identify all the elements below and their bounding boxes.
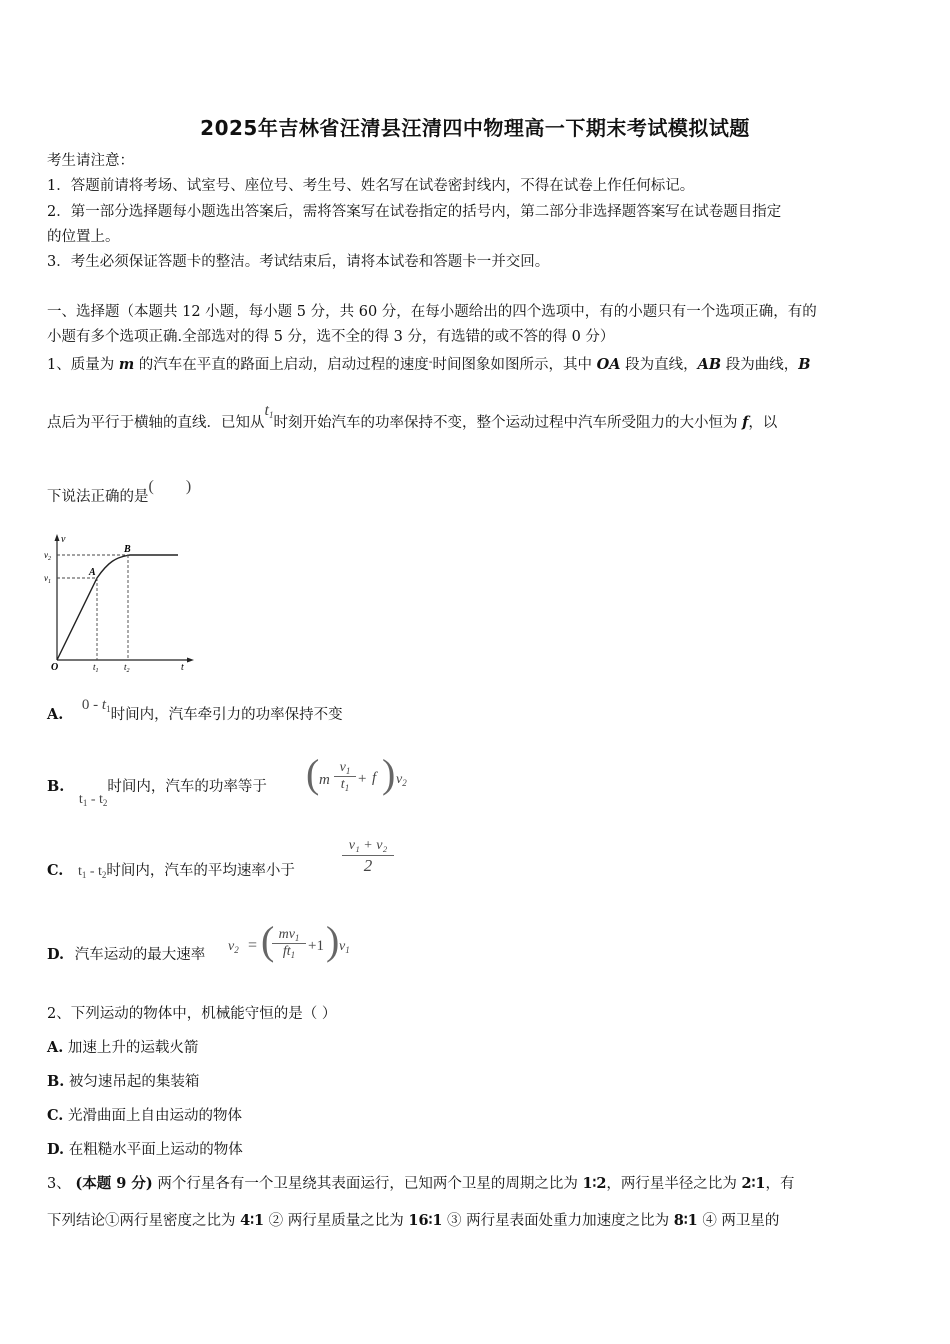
q3-text-2b: ② 两行星质量之比为 xyxy=(264,1213,409,1229)
q1-option-d-densub: 1 xyxy=(290,950,296,960)
q1-stem-line3 xyxy=(47,478,192,507)
q1-mass-symbol: m xyxy=(118,356,135,373)
q1-text-a: 1、质量为 xyxy=(47,357,119,373)
q1-option-d-den: ft xyxy=(282,944,291,959)
graph-label-O: O xyxy=(51,662,59,673)
q1-text-e: 段为曲线， xyxy=(721,357,799,373)
q1-option-d-lhs xyxy=(228,939,239,955)
q1-stem-line1 xyxy=(47,352,811,375)
q2-stem: 2、下列运动的物体中，机械能守恒的是（ ） xyxy=(47,1006,337,1022)
section1-line1: 一、选择题（本题共 12 小题，每小题 5 分，共 60 分，在每小题给出的四个选项中，有的小题只有一个选项正确，有的 xyxy=(47,304,817,320)
notice-item-3: 3．考生必须保证答题卡的整洁。考试结束后，请将本试卷和答题卡一并交回。 xyxy=(47,254,550,270)
q3-text-c: ，两行星半径之比为 xyxy=(606,1176,742,1192)
q3-ratio-period: 1∶2 xyxy=(582,1175,607,1192)
q1-B: B xyxy=(798,356,811,373)
v-axis-arrow xyxy=(55,534,60,541)
q2-option-b-text: 被匀速吊起的集装箱 xyxy=(68,1074,200,1090)
section1-line2: 小题有多个选项正确.全部选对的得 5 分，选不全的得 3 分，有选错的或不答的得 0 分） xyxy=(47,329,615,345)
q1-option-d-v: v xyxy=(339,939,346,954)
q1-t1: t xyxy=(264,402,269,419)
q1-option-b-vsub: 2 xyxy=(402,778,407,788)
q1-stem-line2 xyxy=(47,402,778,437)
graph-label-t: t xyxy=(181,662,184,673)
q1-option-d-frac-den xyxy=(272,944,306,960)
q2-option-d-label: D. xyxy=(47,1141,65,1158)
graph-label-B: B xyxy=(124,544,131,555)
q3-text-2c: ③ 两行星表面处重力加速度之比为 xyxy=(442,1213,674,1229)
q1-option-b-num: v xyxy=(339,760,346,775)
velocity-time-graph xyxy=(40,530,200,675)
q1-option-a-tsub: 1 xyxy=(106,704,111,714)
q1-f-symbol: f xyxy=(742,414,749,431)
q1-option-c-dash: - xyxy=(89,864,95,879)
q2-option-c-text: 光滑曲面上自由运动的物体 xyxy=(67,1108,242,1124)
q2-option-d xyxy=(47,1140,243,1160)
graph-label-A: A xyxy=(89,567,96,578)
q2-option-b-label: B. xyxy=(47,1073,65,1090)
graph-label-v2-sub: 2 xyxy=(48,556,51,562)
q1-t1-symbol xyxy=(265,402,274,419)
notice-item-1: 1．答题前请将考场、试室号、座位号、考生号、姓名写在试卷密封线内，不得在试卷上作任何标记。 xyxy=(47,178,695,194)
q1-option-b-frac xyxy=(334,760,356,793)
q1-option-c xyxy=(47,861,295,885)
q1-option-b-label: B. xyxy=(47,778,65,795)
q3-text-2a: 下列结论①两行星密度之比为 xyxy=(47,1213,241,1229)
q3-stem-line1 xyxy=(47,1174,794,1194)
graph-label-v1-sub: 1 xyxy=(48,579,51,585)
q1-option-b-v: v xyxy=(396,772,403,787)
q1-text-2b: 时刻开始汽车的功率保持不变，整个运动过程中汽车所受阻力的大小恒为 xyxy=(273,415,743,431)
q3-text-d: ，有 xyxy=(765,1176,795,1192)
notice-heading: 考生请注意： xyxy=(47,153,134,169)
q1-option-d-vsub: 1 xyxy=(345,945,350,955)
q1-option-a-zero: 0 - xyxy=(81,697,99,713)
q1-option-d-formula xyxy=(228,917,368,977)
q1-option-d-frac xyxy=(272,927,306,960)
q1-option-c-text: 时间内，汽车的平均速率小于 xyxy=(106,863,295,879)
q2-option-d-text: 在粗糙水平面上运动的物体 xyxy=(68,1142,243,1158)
q1-option-b-plus: + xyxy=(358,771,367,787)
graph-label-v2 xyxy=(44,550,51,562)
graph-label-v2-main: v xyxy=(44,550,48,560)
q1-option-c-label: C. xyxy=(47,862,64,879)
q1-option-d-text: 汽车运动的最大速率 xyxy=(74,947,206,963)
graph-label-t2-sub: 2 xyxy=(126,668,130,674)
q1-option-b-dash: - xyxy=(90,792,96,807)
q1-OA: OA xyxy=(596,356,621,373)
q2-option-c xyxy=(47,1106,242,1126)
q1-text-c: 时间图象如图所示，其中 xyxy=(432,357,597,373)
q1-option-b-tasub: 1 xyxy=(82,798,88,808)
q1-option-b-rparen: ) xyxy=(382,751,396,796)
q1-option-c-interval xyxy=(78,864,106,879)
q1-option-d xyxy=(47,945,205,965)
q1-option-d-eq: = xyxy=(248,937,258,954)
q1-option-d-frac-num xyxy=(272,927,306,944)
q3-ratio-density: 4∶1 xyxy=(240,1212,265,1229)
q3-stem-line2 xyxy=(47,1211,779,1231)
q1-option-a-interval xyxy=(82,697,111,713)
q1-option-a-text: 时间内，汽车牵引力的功率保持不变 xyxy=(110,707,343,723)
graph-label-v: v xyxy=(61,534,66,545)
q1-option-c-tb: t xyxy=(98,864,102,879)
graph-label-v1-main: v xyxy=(44,573,48,583)
q1-option-b-densub: 1 xyxy=(344,783,350,793)
q1-option-d-v1 xyxy=(339,939,350,955)
q1-option-b-f: f xyxy=(372,770,377,786)
q2-option-a-label: A. xyxy=(47,1039,64,1056)
q1-answer-paren: ( ) xyxy=(148,478,192,495)
q1-option-a-label: A. xyxy=(47,706,64,723)
graph-label-t2-main: t xyxy=(124,662,127,672)
q1-option-b-numsub: 1 xyxy=(345,766,351,776)
q1-option-c-num: v₁ + v₂ xyxy=(342,838,394,856)
q1-text-d: 段为直线， xyxy=(620,357,698,373)
graph-label-t2 xyxy=(124,662,130,674)
t-axis-arrow xyxy=(187,658,194,663)
q1-option-b-m: m xyxy=(319,772,330,788)
notice-item-2-cont: 的位置上。 xyxy=(47,229,120,245)
q1-option-b-tb: t xyxy=(98,792,103,807)
q1-option-d-plus: +1 xyxy=(308,938,324,954)
q3-score: (本题 9 分) xyxy=(75,1175,153,1192)
q1-option-d-label: D. xyxy=(47,946,65,963)
q1-option-c-formula xyxy=(342,838,394,876)
graph-label-t1 xyxy=(93,662,99,674)
q1-option-b-frac-num xyxy=(334,760,356,777)
graph-label-t1-sub: 1 xyxy=(95,668,99,674)
q1-option-b-interval xyxy=(79,792,107,807)
q1-text-2a: 点后为平行于横轴的直线．已知从 xyxy=(47,415,265,431)
q1-option-d-num: mv xyxy=(278,927,295,942)
q1-option-d-rparen: ) xyxy=(326,918,340,963)
q1-option-d-lparen: ( xyxy=(261,918,275,963)
q1-option-d-lhs-sub: 2 xyxy=(234,945,239,955)
q2-option-a xyxy=(47,1038,198,1058)
q3-ratio-mass: 16∶1 xyxy=(408,1212,443,1229)
q1-text-2c: ，以 xyxy=(748,415,778,431)
q1-AB: AB xyxy=(697,356,722,373)
q2-option-a-text: 加速上升的运载火箭 xyxy=(67,1040,199,1056)
notice-item-2: 2．第一部分选择题每小题选出答案后，需将答案写在试卷指定的括号内，第二部分非选择题答案写在试卷题目指定 xyxy=(47,204,782,220)
q1-option-b-v2 xyxy=(396,772,407,788)
q3-ratio-gravity: 8∶1 xyxy=(673,1212,698,1229)
q1-option-c-tbsub: 2 xyxy=(101,870,107,880)
graph-label-v1 xyxy=(44,573,51,585)
q1-option-a-t: t xyxy=(101,697,107,713)
q1-text-3: 下说法正确的是 xyxy=(47,489,149,505)
q1-option-b-frac-den xyxy=(334,777,356,793)
q1-dash: - xyxy=(428,355,433,368)
q3-text-a: 3、 xyxy=(47,1176,76,1192)
q1-option-b-tbsub: 2 xyxy=(102,798,108,808)
q1-option-c-den: 2 xyxy=(363,856,373,875)
velocity-curve xyxy=(57,555,178,660)
q3-ratio-radius: 2∶1 xyxy=(741,1175,766,1192)
q1-option-b xyxy=(47,777,267,808)
q1-option-d-numsub: 1 xyxy=(294,933,300,943)
q1-option-b-text: 时间内，汽车的功率等于 xyxy=(107,779,267,795)
graph-label-t1-main: t xyxy=(93,662,96,672)
q3-text-2d: ④ 两卫星的 xyxy=(697,1213,780,1229)
q2-option-c-label: C. xyxy=(47,1107,64,1124)
q1-t1-sub: 1 xyxy=(268,410,274,420)
q1-option-b-ta: t xyxy=(78,792,83,807)
q1-option-d-lhs-v: v xyxy=(228,939,235,954)
q1-option-c-tasub: 1 xyxy=(81,870,87,880)
q2-option-b xyxy=(47,1072,199,1092)
q1-option-a xyxy=(47,697,343,729)
q1-option-b-lparen: ( xyxy=(306,751,320,796)
page-title: 2025年吉林省汪清县汪清四中物理高一下期末考试模拟试题 xyxy=(200,116,750,140)
q3-text-b: 两个行星各有一个卫星绕其表面运行，已知两个卫星的周期之比为 xyxy=(152,1176,583,1192)
q1-option-b-den: t xyxy=(340,777,345,792)
q1-text-b: 的汽车在平直的路面上启动，启动过程的速度 xyxy=(134,357,429,373)
q1-option-c-ta: t xyxy=(77,864,82,879)
